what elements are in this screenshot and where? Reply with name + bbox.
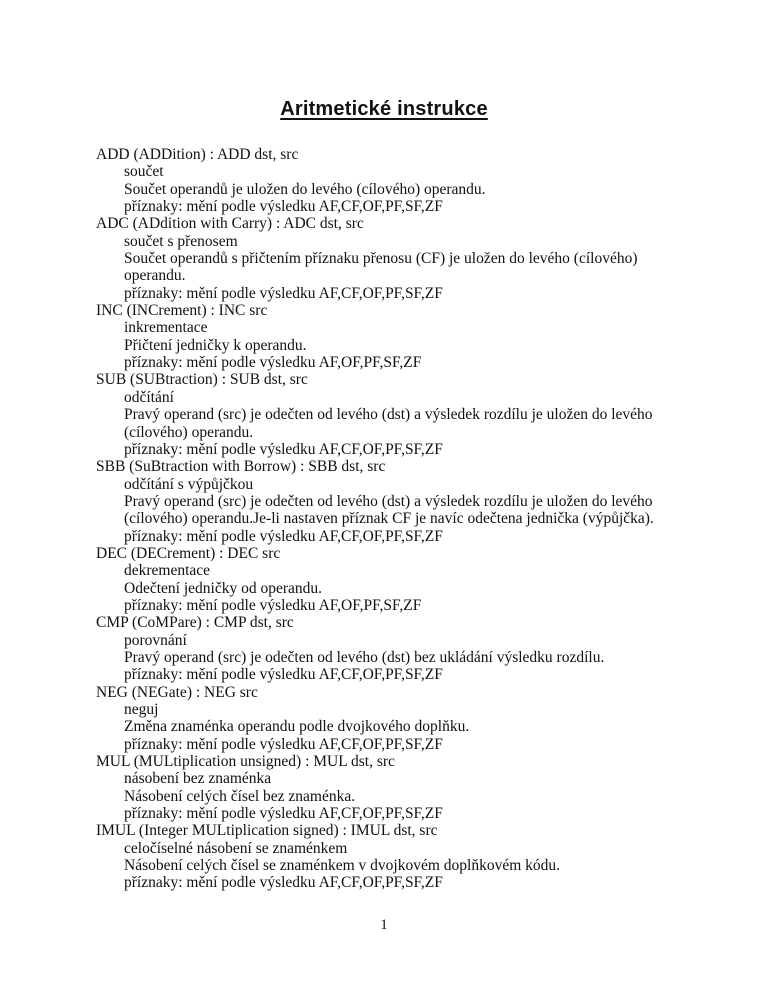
- instruction-detail-line: Odečtení jedničky od operandu.: [124, 579, 322, 597]
- instruction-block-inc: [96, 302, 716, 371]
- instruction-detail-line: Násobení celých čísel se znaménkem v dvojkovém doplňkovém kódu.: [124, 857, 561, 875]
- instruction-detail-line: neguj: [124, 701, 159, 718]
- instruction-header: SBB (SuBtraction with Borrow) : SBB dst, src: [96, 458, 386, 476]
- instruction-header: MUL (MULtiplication unsigned) : MUL dst, src: [96, 753, 395, 771]
- instruction-detail-line: (cílového) operandu.Je-li nastaven příznak CF je navíc odečtena jednička (výpůjčka).: [124, 510, 654, 528]
- instruction-detail-line: Součet operandů je uložen do levého (cílového) operandu.: [124, 180, 486, 198]
- instruction-header: IMUL (Integer MULtiplication signed) : IMUL dst, src: [96, 822, 438, 840]
- instruction-detail-line: příznaky: mění podle výsledku AF,CF,OF,PF,SF,ZF: [124, 198, 443, 216]
- instruction-detail-line: příznaky: mění podle výsledku AF,CF,OF,PF,SF,ZF: [124, 805, 443, 823]
- instruction-header: DEC (DECrement) : DEC src: [96, 544, 281, 562]
- page-title: Aritmetické instrukce: [280, 98, 488, 121]
- instruction-detail-line: operandu.: [124, 267, 186, 285]
- instruction-detail-line: příznaky: mění podle výsledku AF,CF,OF,PF,SF,ZF: [124, 735, 443, 753]
- instruction-detail-line: Násobení celých čísel bez znaménka.: [124, 787, 356, 805]
- instruction-detail-line: příznaky: mění podle výsledku AF,OF,PF,SF,ZF: [124, 596, 422, 614]
- instruction-detail-line: Přičtení jedničky k operandu.: [124, 336, 307, 354]
- instruction-block-cmp: [96, 614, 716, 683]
- instruction-header: SUB (SUBtraction) : SUB dst, src: [96, 371, 308, 389]
- instruction-detail-line: příznaky: mění podle výsledku AF,CF,OF,PF,SF,ZF: [124, 527, 443, 545]
- instruction-detail-line: Pravý operand (src) je odečten od levého (dst) a výsledek rozdílu je uložen do levého: [124, 492, 653, 510]
- page-number: 1: [380, 917, 388, 933]
- instruction-detail-line: příznaky: mění podle výsledku AF,CF,OF,PF,SF,ZF: [124, 874, 443, 892]
- instruction-detail-line: Součet operandů s přičtením příznaku přenosu (CF) je uložen do levého (cílového): [124, 250, 638, 268]
- instruction-detail-line: příznaky: mění podle výsledku AF,OF,PF,SF,ZF: [124, 354, 422, 372]
- instruction-detail-line: příznaky: mění podle výsledku AF,CF,OF,PF,SF,ZF: [124, 284, 443, 302]
- instruction-block-imul: [96, 822, 716, 891]
- instruction-block-sub: [96, 371, 716, 458]
- instruction-detail-line: násobení bez znaménka: [124, 770, 272, 788]
- instruction-detail-line: součet s přenosem: [124, 232, 238, 250]
- instruction-detail-line: odčítání s výpůjčkou: [124, 475, 254, 493]
- instruction-header: ADC (ADdition with Carry) : ADC dst, src: [96, 215, 364, 233]
- instruction-header: INC (INCrement) : INC src: [96, 302, 268, 320]
- instruction-detail-line: dekrementace: [124, 562, 211, 580]
- instruction-detail-line: příznaky: mění podle výsledku AF,CF,OF,PF,SF,ZF: [124, 440, 443, 458]
- instruction-block-adc: [96, 215, 716, 302]
- instruction-block-neg: [96, 684, 716, 753]
- instruction-header: ADD (ADDition) : ADD dst, src: [96, 146, 299, 163]
- instruction-detail-line: příznaky: mění podle výsledku AF,CF,OF,PF,SF,ZF: [124, 666, 443, 684]
- instruction-block-dec: [96, 545, 716, 614]
- instruction-block-sbb: [96, 458, 716, 545]
- instruction-detail-line: odčítání: [124, 388, 174, 406]
- instruction-detail-line: porovnání: [124, 631, 187, 649]
- instruction-header: CMP (CoMPare) : CMP dst, src: [96, 614, 294, 632]
- instruction-detail-line: součet: [124, 163, 164, 181]
- instruction-detail-line: inkrementace: [124, 319, 208, 337]
- instruction-detail-line: Pravý operand (src) je odečten od levého (dst) a výsledek rozdílu je uložen do levého: [124, 406, 653, 424]
- instruction-detail-line: Pravý operand (src) je odečten od levého (dst) bez ukládání výsledku rozdílu.: [124, 648, 605, 666]
- instruction-block-mul: [96, 753, 716, 822]
- instruction-detail-line: Změna znaménka operandu podle dvojkového doplňku.: [124, 718, 470, 736]
- instruction-header: NEG (NEGate) : NEG src: [96, 683, 258, 701]
- instruction-list: [96, 146, 716, 892]
- instruction-block-add: [96, 146, 716, 215]
- instruction-detail-line: (cílového) operandu.: [124, 423, 254, 441]
- instruction-detail-line: celočíselné násobení se znaménkem: [124, 839, 348, 857]
